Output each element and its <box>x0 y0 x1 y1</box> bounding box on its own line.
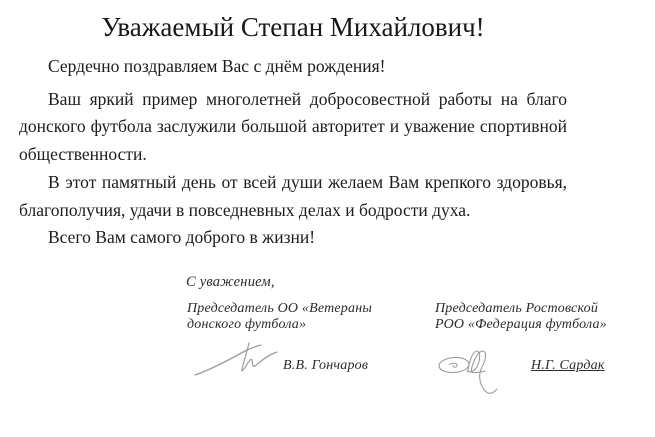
signatory-name-goncharov: В.В. Гончаров <box>283 358 369 373</box>
signatory-title-federation <box>435 301 607 332</box>
signatory-name-sardak: Н.Г. Сардак <box>531 358 605 373</box>
goncharov-signature-icon <box>193 339 281 383</box>
letter-body <box>19 53 567 252</box>
signatory-title-line: Председатель Ростовской <box>435 301 599 316</box>
letter-paragraph: Сердечно поздравляем Вас с днём рождения! <box>48 56 386 76</box>
letter-paragraph: Ваш яркий пример многолетней добросовестной работы на благо донского футбола заслужили большой авторитет и уважение спортивной общественности. <box>19 88 567 165</box>
letter-paragraph: В этот памятный день от всей души желаем Вам крепкого здоровья, благополучия, удачи в повседневных делах и бодрости духа. <box>19 171 567 220</box>
letter-paragraph: Всего Вам самого доброго в жизни! <box>48 227 316 248</box>
salutation: С уважением, <box>186 274 275 290</box>
sardak-signature-icon <box>437 347 501 397</box>
signatory-title-line: Председатель ОО «Ветераны <box>187 301 373 316</box>
letter-title: Уважаемый Степан Михайлович! <box>101 12 485 42</box>
signatory-title-veterany <box>187 301 372 332</box>
signatory-title-line: донского футбола» <box>187 316 307 332</box>
signatory-title-line: РОО «Федерация футбола» <box>435 316 607 332</box>
